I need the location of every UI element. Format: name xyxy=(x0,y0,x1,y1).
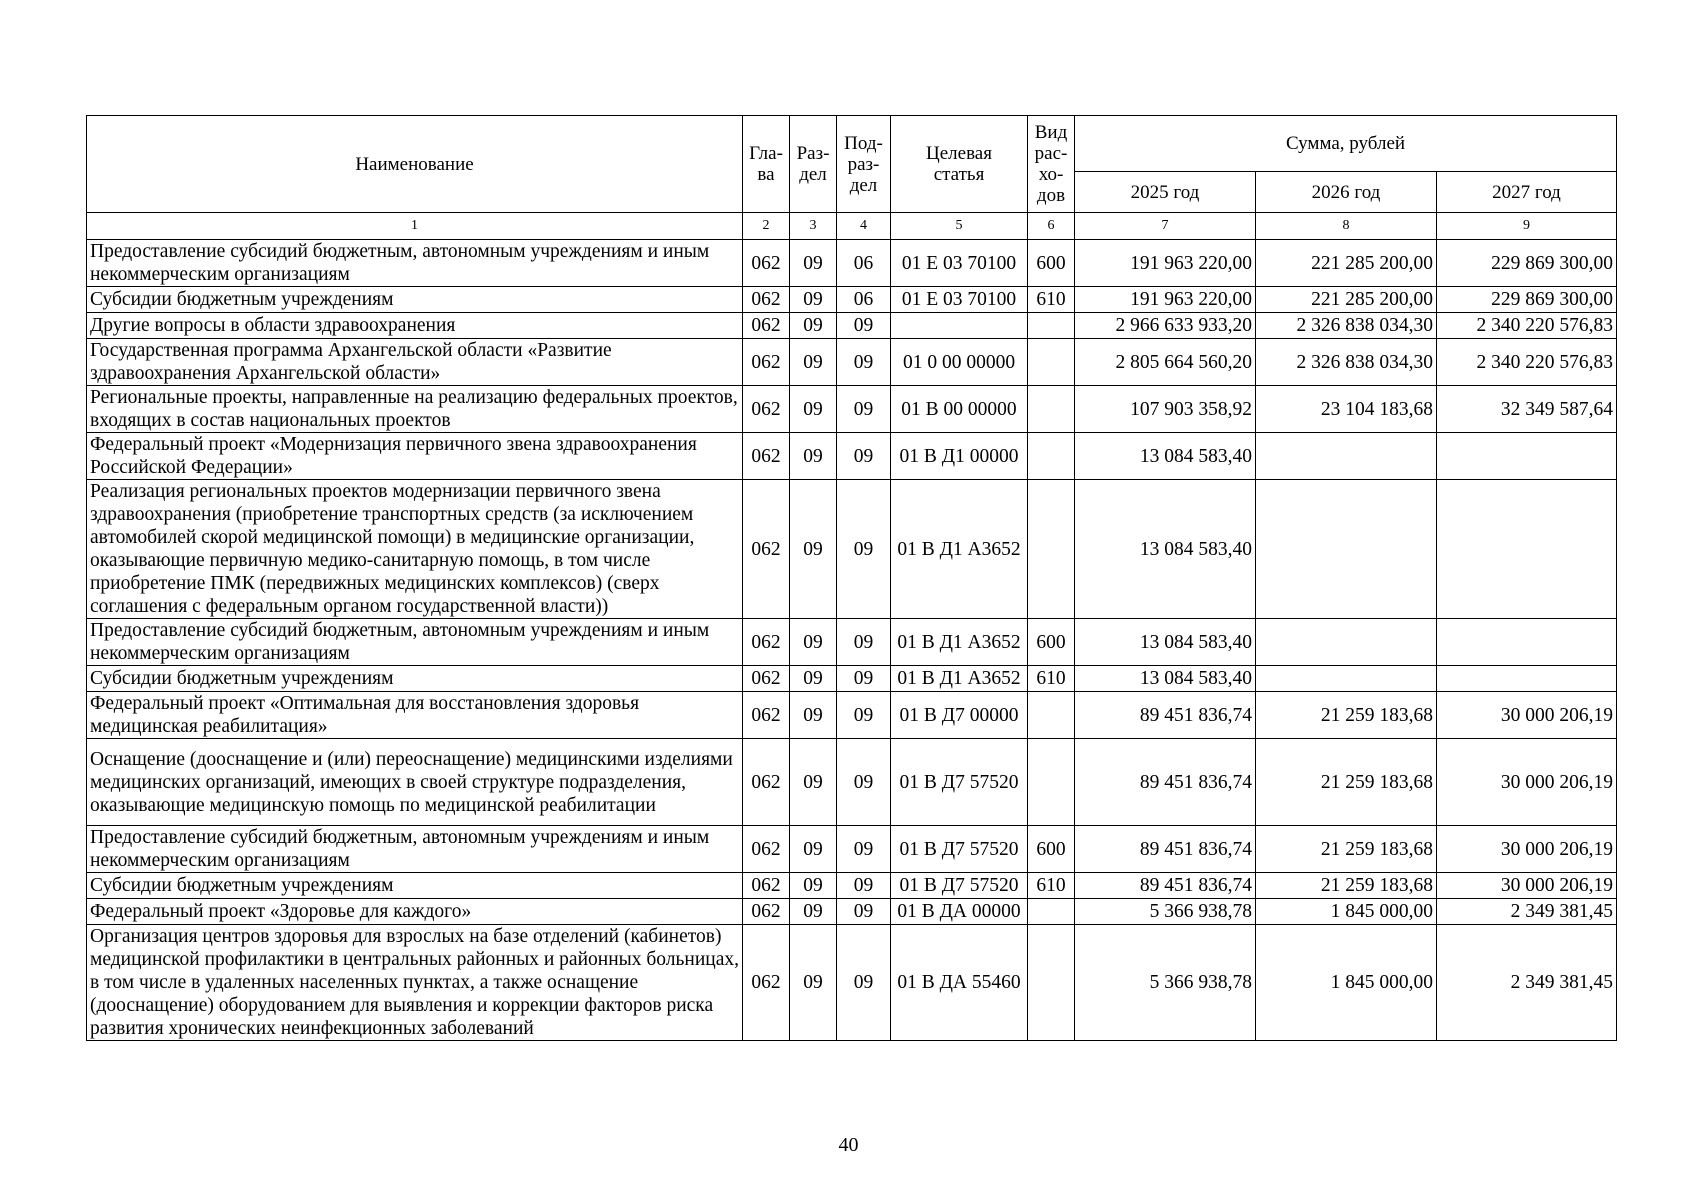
row-chapter-cell: 062 xyxy=(743,619,790,666)
row-amount-2026-cell: 1 845 000,00 xyxy=(1256,925,1437,1041)
row-amount-2025-cell: 89 451 836,74 xyxy=(1075,873,1256,899)
table-row xyxy=(87,313,1617,339)
row-article-cell: 01 В Д1 А3652 xyxy=(891,666,1028,692)
row-chapter-cell: 062 xyxy=(743,925,790,1041)
row-amount-2027-cell xyxy=(1437,433,1617,480)
row-amount-2025-cell: 2 966 633 933,20 xyxy=(1075,313,1256,339)
column-number: 5 xyxy=(891,213,1028,240)
row-amount-2027-cell: 30 000 206,19 xyxy=(1437,826,1617,873)
row-name-cell: Другие вопросы в области здравоохранения xyxy=(87,313,743,339)
row-amount-2025-cell: 2 805 664 560,20 xyxy=(1075,339,1256,386)
row-amount-2027-cell: 2 340 220 576,83 xyxy=(1437,339,1617,386)
row-amount-2025-cell: 191 963 220,00 xyxy=(1075,287,1256,313)
row-section-cell: 09 xyxy=(790,386,837,433)
row-name-cell: Оснащение (дооснащение и (или) переоснащение) медицинскими изделиями медицинских организаций, имеющих в своей структуре подразделения, оказывающие медицинскую помощь по медицинской реабилитации xyxy=(87,739,743,826)
row-amount-2025-cell: 191 963 220,00 xyxy=(1075,240,1256,287)
row-article-cell: 01 В 00 00000 xyxy=(891,386,1028,433)
table-row xyxy=(87,739,1617,826)
row-chapter-cell: 062 xyxy=(743,339,790,386)
table-row xyxy=(87,339,1617,386)
column-number: 7 xyxy=(1075,213,1256,240)
row-name-cell: Федеральный проект «Оптимальная для восстановления здоровья медицинская реабилитация» xyxy=(87,692,743,739)
row-amount-2026-cell xyxy=(1256,480,1437,619)
row-name-cell: Федеральный проект «Модернизация первичного звена здравоохранения Российской Федерации» xyxy=(87,433,743,480)
row-amount-2027-cell: 2 349 381,45 xyxy=(1437,899,1617,925)
header-sum: Сумма, рублей xyxy=(1075,116,1617,172)
header-name: Наименование xyxy=(87,116,743,213)
row-subsection-cell: 09 xyxy=(837,386,891,433)
row-amount-2027-cell: 229 869 300,00 xyxy=(1437,287,1617,313)
row-amount-2027-cell: 30 000 206,19 xyxy=(1437,873,1617,899)
column-number: 2 xyxy=(743,213,790,240)
row-expense-cell: 610 xyxy=(1028,666,1075,692)
row-subsection-cell: 06 xyxy=(837,240,891,287)
budget-table xyxy=(86,115,1617,1041)
row-article-cell: 01 0 00 00000 xyxy=(891,339,1028,386)
row-amount-2027-cell xyxy=(1437,666,1617,692)
column-number: 3 xyxy=(790,213,837,240)
row-subsection-cell: 09 xyxy=(837,480,891,619)
row-name-cell: Реализация региональных проектов модернизации первичного звена здравоохранения (приобретение транспортных средств (за исключением автомобилей скорой медицинской помощи) в медицинские организации, оказывающие первичную медико-санитарную помощь, в том числе приобретение ПМК (передвижных медицинских комплексов) (сверх соглашения с федеральным органом государственной власти)) xyxy=(87,480,743,619)
row-chapter-cell: 062 xyxy=(743,240,790,287)
table-row xyxy=(87,873,1617,899)
row-subsection-cell: 09 xyxy=(837,666,891,692)
row-amount-2026-cell: 21 259 183,68 xyxy=(1256,692,1437,739)
row-expense-cell xyxy=(1028,433,1075,480)
row-expense-cell xyxy=(1028,925,1075,1041)
row-article-cell: 01 В Д1 А3652 xyxy=(891,619,1028,666)
table-row xyxy=(87,433,1617,480)
row-chapter-cell: 062 xyxy=(743,433,790,480)
row-chapter-cell: 062 xyxy=(743,692,790,739)
row-article-cell: 01 В ДА 00000 xyxy=(891,899,1028,925)
row-name-cell: Субсидии бюджетным учреждениям xyxy=(87,873,743,899)
row-name-cell: Предоставление субсидий бюджетным, автономным учреждениям и иным некоммерческим организациям xyxy=(87,826,743,873)
row-chapter-cell: 062 xyxy=(743,480,790,619)
row-amount-2026-cell: 23 104 183,68 xyxy=(1256,386,1437,433)
table-row xyxy=(87,480,1617,619)
row-amount-2026-cell: 221 285 200,00 xyxy=(1256,240,1437,287)
row-section-cell: 09 xyxy=(790,692,837,739)
row-amount-2025-cell: 13 084 583,40 xyxy=(1075,480,1256,619)
row-expense-cell xyxy=(1028,386,1075,433)
row-section-cell: 09 xyxy=(790,480,837,619)
row-amount-2025-cell: 89 451 836,74 xyxy=(1075,692,1256,739)
row-amount-2026-cell: 21 259 183,68 xyxy=(1256,826,1437,873)
row-amount-2025-cell: 5 366 938,78 xyxy=(1075,899,1256,925)
table-row xyxy=(87,826,1617,873)
row-amount-2027-cell: 2 340 220 576,83 xyxy=(1437,313,1617,339)
row-article-cell xyxy=(891,313,1028,339)
row-chapter-cell: 062 xyxy=(743,287,790,313)
row-section-cell: 09 xyxy=(790,873,837,899)
row-expense-cell xyxy=(1028,899,1075,925)
column-number: 1 xyxy=(87,213,743,240)
row-name-cell: Федеральный проект «Здоровье для каждого» xyxy=(87,899,743,925)
table-row xyxy=(87,925,1617,1041)
row-amount-2026-cell xyxy=(1256,619,1437,666)
table-row xyxy=(87,240,1617,287)
header-year-2027: 2027 год xyxy=(1437,172,1617,213)
row-chapter-cell: 062 xyxy=(743,739,790,826)
row-article-cell: 01 В Д1 А3652 xyxy=(891,480,1028,619)
row-chapter-cell: 062 xyxy=(743,826,790,873)
row-article-cell: 01 Е 03 70100 xyxy=(891,240,1028,287)
budget-table-container xyxy=(86,115,1616,1041)
table-row xyxy=(87,619,1617,666)
row-article-cell: 01 Е 03 70100 xyxy=(891,287,1028,313)
column-number: 4 xyxy=(837,213,891,240)
row-amount-2026-cell xyxy=(1256,433,1437,480)
row-name-cell: Предоставление субсидий бюджетным, автономным учреждениям и иным некоммерческим организациям xyxy=(87,619,743,666)
row-amount-2025-cell: 13 084 583,40 xyxy=(1075,433,1256,480)
row-chapter-cell: 062 xyxy=(743,313,790,339)
row-section-cell: 09 xyxy=(790,313,837,339)
row-section-cell: 09 xyxy=(790,739,837,826)
row-subsection-cell: 09 xyxy=(837,739,891,826)
row-article-cell: 01 В Д1 00000 xyxy=(891,433,1028,480)
row-amount-2027-cell: 2 349 381,45 xyxy=(1437,925,1617,1041)
row-expense-cell: 600 xyxy=(1028,240,1075,287)
row-name-cell: Предоставление субсидий бюджетным, автономным учреждениям и иным некоммерческим организациям xyxy=(87,240,743,287)
row-amount-2025-cell: 5 366 938,78 xyxy=(1075,925,1256,1041)
table-row xyxy=(87,666,1617,692)
row-expense-cell xyxy=(1028,313,1075,339)
row-expense-cell xyxy=(1028,739,1075,826)
row-amount-2026-cell: 21 259 183,68 xyxy=(1256,739,1437,826)
row-amount-2025-cell: 107 903 358,92 xyxy=(1075,386,1256,433)
row-subsection-cell: 09 xyxy=(837,899,891,925)
row-section-cell: 09 xyxy=(790,240,837,287)
row-amount-2027-cell xyxy=(1437,480,1617,619)
row-subsection-cell: 09 xyxy=(837,313,891,339)
row-expense-cell: 600 xyxy=(1028,826,1075,873)
row-amount-2027-cell: 229 869 300,00 xyxy=(1437,240,1617,287)
row-name-cell: Государственная программа Архангельской области «Развитие здравоохранения Архангельской области» xyxy=(87,339,743,386)
row-expense-cell xyxy=(1028,339,1075,386)
row-amount-2025-cell: 13 084 583,40 xyxy=(1075,619,1256,666)
row-article-cell: 01 В Д7 57520 xyxy=(891,873,1028,899)
row-expense-cell xyxy=(1028,480,1075,619)
row-subsection-cell: 06 xyxy=(837,287,891,313)
row-subsection-cell: 09 xyxy=(837,433,891,480)
row-amount-2025-cell: 13 084 583,40 xyxy=(1075,666,1256,692)
row-article-cell: 01 В Д7 00000 xyxy=(891,692,1028,739)
row-article-cell: 01 В Д7 57520 xyxy=(891,826,1028,873)
header-subsection: Под- раз- дел xyxy=(837,116,891,213)
row-name-cell: Организация центров здоровья для взрослых на базе отделений (кабинетов) медицинской профилактики в центральных районных и районных больницах, в том числе в удаленных населенных пунктах, а также оснащение (дооснащение) оборудованием для выявления и коррекции факторов риска развития хронических неинфекционных заболеваний xyxy=(87,925,743,1041)
row-expense-cell: 600 xyxy=(1028,619,1075,666)
row-section-cell: 09 xyxy=(790,899,837,925)
header-year-2025: 2025 год xyxy=(1075,172,1256,213)
row-subsection-cell: 09 xyxy=(837,873,891,899)
row-section-cell: 09 xyxy=(790,619,837,666)
row-amount-2026-cell xyxy=(1256,666,1437,692)
row-subsection-cell: 09 xyxy=(837,925,891,1041)
row-article-cell: 01 В ДА 55460 xyxy=(891,925,1028,1041)
column-number-row xyxy=(87,213,1617,240)
row-amount-2027-cell xyxy=(1437,619,1617,666)
row-section-cell: 09 xyxy=(790,666,837,692)
table-body xyxy=(87,213,1617,1041)
row-chapter-cell: 062 xyxy=(743,666,790,692)
header-year-2026: 2026 год xyxy=(1256,172,1437,213)
table-row xyxy=(87,692,1617,739)
header-section: Раз- дел xyxy=(790,116,837,213)
row-chapter-cell: 062 xyxy=(743,873,790,899)
row-amount-2025-cell: 89 451 836,74 xyxy=(1075,739,1256,826)
row-amount-2026-cell: 2 326 838 034,30 xyxy=(1256,339,1437,386)
row-name-cell: Региональные проекты, направленные на реализацию федеральных проектов, входящих в состав национальных проектов xyxy=(87,386,743,433)
row-section-cell: 09 xyxy=(790,287,837,313)
row-name-cell: Субсидии бюджетным учреждениям xyxy=(87,666,743,692)
table-row xyxy=(87,899,1617,925)
row-amount-2027-cell: 30 000 206,19 xyxy=(1437,739,1617,826)
row-subsection-cell: 09 xyxy=(837,826,891,873)
row-chapter-cell: 062 xyxy=(743,386,790,433)
row-amount-2026-cell: 2 326 838 034,30 xyxy=(1256,313,1437,339)
row-amount-2026-cell: 21 259 183,68 xyxy=(1256,873,1437,899)
row-section-cell: 09 xyxy=(790,433,837,480)
row-chapter-cell: 062 xyxy=(743,899,790,925)
column-number: 6 xyxy=(1028,213,1075,240)
row-expense-cell: 610 xyxy=(1028,873,1075,899)
row-amount-2027-cell: 32 349 587,64 xyxy=(1437,386,1617,433)
row-amount-2025-cell: 89 451 836,74 xyxy=(1075,826,1256,873)
row-section-cell: 09 xyxy=(790,826,837,873)
header-target-article: Целевая статья xyxy=(891,116,1028,213)
row-amount-2026-cell: 1 845 000,00 xyxy=(1256,899,1437,925)
row-article-cell: 01 В Д7 57520 xyxy=(891,739,1028,826)
row-section-cell: 09 xyxy=(790,925,837,1041)
row-amount-2027-cell: 30 000 206,19 xyxy=(1437,692,1617,739)
table-row xyxy=(87,287,1617,313)
row-subsection-cell: 09 xyxy=(837,619,891,666)
column-number: 8 xyxy=(1256,213,1437,240)
row-amount-2026-cell: 221 285 200,00 xyxy=(1256,287,1437,313)
page-number: 40 xyxy=(838,1134,859,1156)
header-chapter: Гла- ва xyxy=(743,116,790,213)
row-subsection-cell: 09 xyxy=(837,692,891,739)
table-row xyxy=(87,386,1617,433)
header-expense-type: Вид рас- хо- дов xyxy=(1028,116,1075,213)
column-number: 9 xyxy=(1437,213,1617,240)
row-name-cell: Субсидии бюджетным учреждениям xyxy=(87,287,743,313)
row-subsection-cell: 09 xyxy=(837,339,891,386)
row-expense-cell: 610 xyxy=(1028,287,1075,313)
row-expense-cell xyxy=(1028,692,1075,739)
row-section-cell: 09 xyxy=(790,339,837,386)
